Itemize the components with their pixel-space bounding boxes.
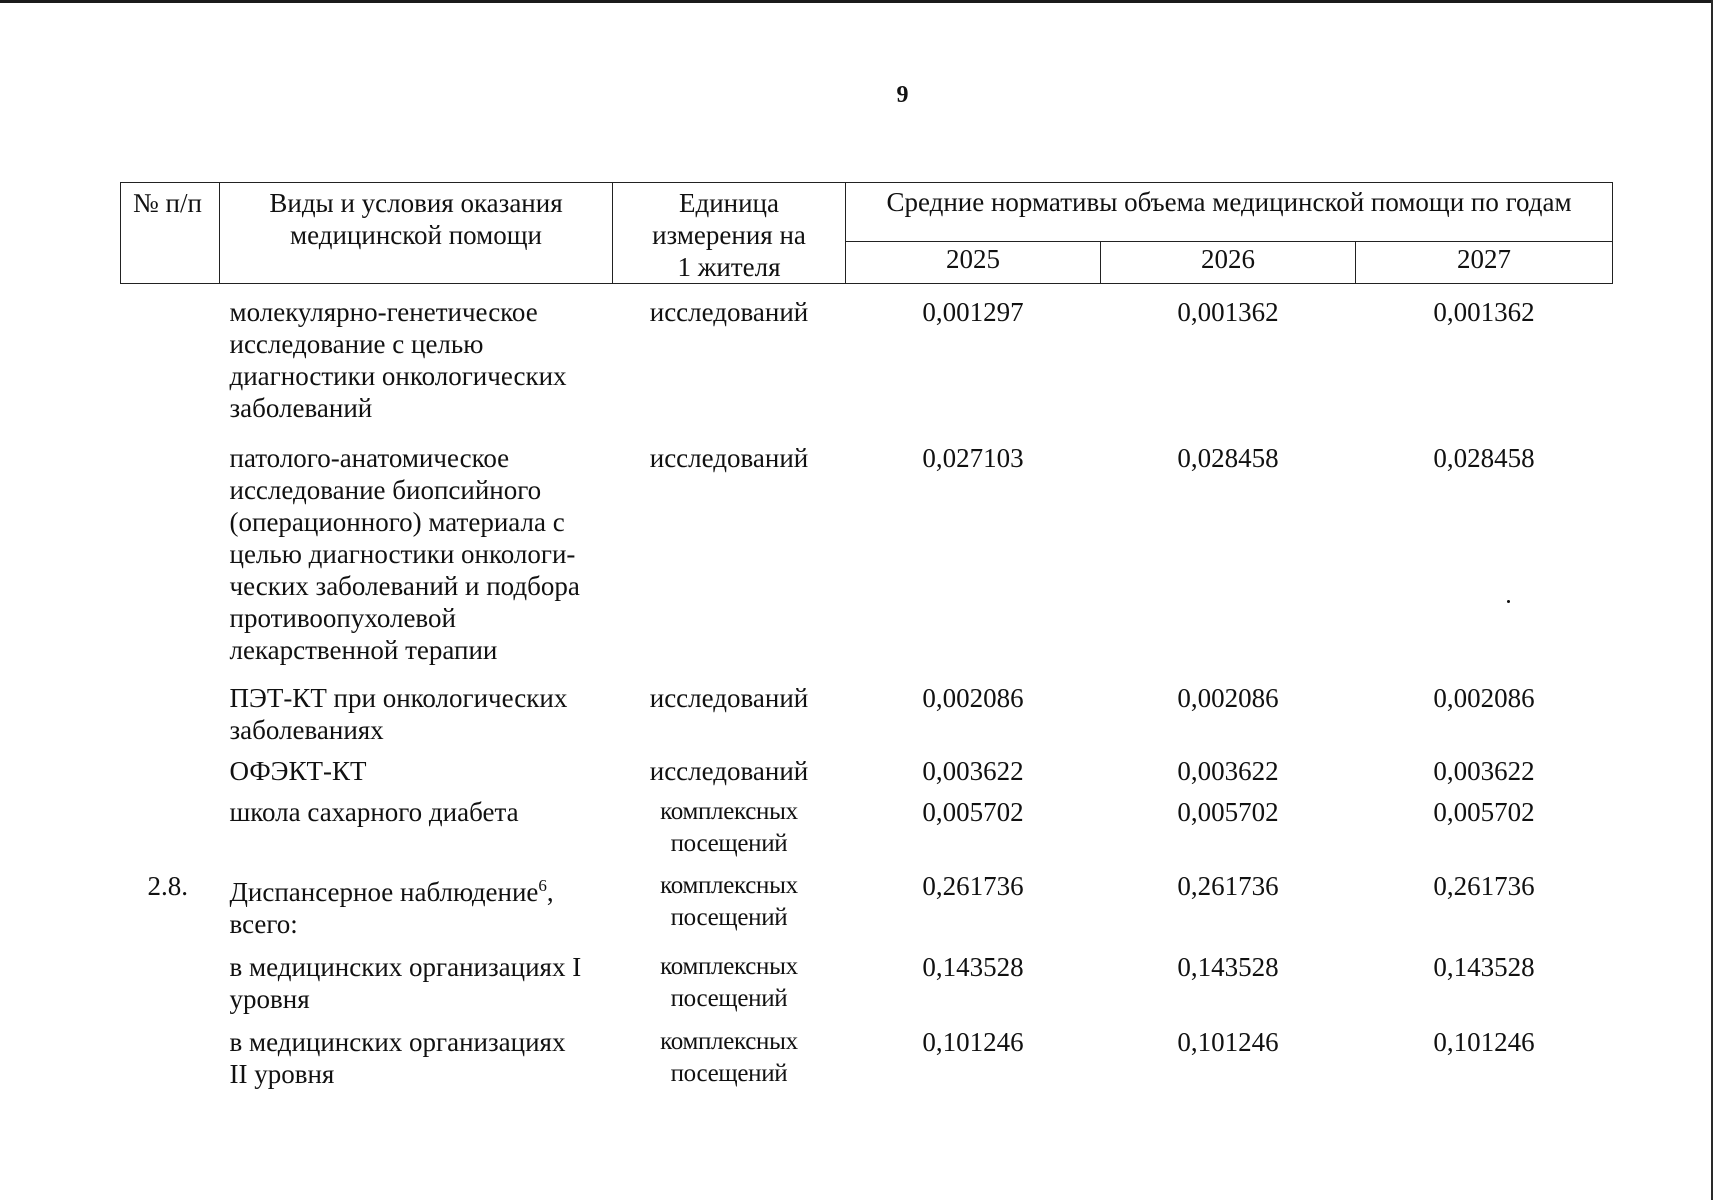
row-unit: исследований	[649, 297, 809, 327]
footnote-mark: 6	[538, 876, 547, 895]
value-2027: 0,143528	[1433, 952, 1535, 982]
row-unit-text: комплексных посещений	[660, 798, 798, 857]
row-type	[220, 424, 613, 666]
table-row	[121, 860, 1613, 940]
row-type	[220, 284, 613, 425]
value-2026: 0,003622	[1177, 756, 1279, 786]
table-row	[121, 1015, 1613, 1090]
header-norms: Средние нормативы объема медицинской помощи по годам	[846, 183, 1613, 242]
table-row	[121, 940, 1613, 1015]
row-number	[121, 746, 220, 787]
row-number	[121, 666, 220, 746]
row-type	[220, 666, 613, 746]
value-2025: 0,005702	[922, 797, 1024, 827]
row-type-main: Диспансерное наблюдение	[229, 877, 539, 907]
row-number	[121, 424, 220, 666]
row-number	[121, 940, 220, 1015]
table-row	[121, 284, 1613, 425]
row-type-text: ПЭТ-КТ при онкологических заболеваниях	[229, 683, 568, 745]
value-2026: 0,101246	[1177, 1027, 1279, 1057]
value-2027: 0,003622	[1433, 756, 1535, 786]
row-unit: исследований	[649, 683, 809, 713]
value-2027: 0,001362	[1433, 297, 1535, 327]
header-year-2026: 2026	[1101, 242, 1356, 284]
row-unit-text: комплексных посещений	[660, 953, 798, 1012]
row-type: школа сахарного диабета	[229, 797, 519, 827]
norms-table	[120, 182, 1613, 1090]
header-year-2027: 2027	[1356, 242, 1613, 284]
row-type-text: патолого-анатомическое исследование биопсийного (операционного) материала с целью диагностики онкологи-ческих заболеваний и подбора противоопухолевой лекарственной терапии	[229, 443, 580, 665]
row-type: ОФЭКТ-КТ	[229, 756, 367, 786]
header-unit-text: Единица измерения на 1 жителя	[652, 188, 806, 282]
value-2025: 0,003622	[922, 756, 1024, 786]
value-2026: 0,143528	[1177, 952, 1279, 982]
header-year-2025: 2025	[846, 242, 1101, 284]
table-row	[121, 424, 1613, 666]
value-2025: 0,261736	[922, 871, 1024, 901]
table-body	[121, 284, 1613, 1091]
value-2027: 0,005702	[1433, 797, 1535, 827]
value-2027: 0,002086	[1433, 683, 1535, 713]
row-type-text: молекулярно-генетическое исследование с целью диагностики онкологических заболеваний	[229, 297, 567, 423]
row-unit: исследований	[649, 443, 809, 473]
row-type	[220, 940, 613, 1015]
row-unit-text: комплексных посещений	[660, 872, 798, 931]
value-2026: 0,005702	[1177, 797, 1279, 827]
value-2026: 0,261736	[1177, 871, 1279, 901]
row-unit	[613, 940, 846, 1015]
scan-top-edge	[0, 0, 1713, 3]
row-type-text: в медицинских организациях II уровня	[229, 1027, 566, 1089]
row-type	[220, 860, 613, 940]
row-number	[121, 787, 220, 860]
value-2025: 0,027103	[922, 443, 1024, 473]
norms-table-container	[120, 182, 1612, 1090]
row-unit	[613, 1015, 846, 1090]
row-unit: исследований	[649, 756, 809, 786]
value-2025: 0,143528	[922, 952, 1024, 982]
table-row	[121, 666, 1613, 746]
value-2025: 0,002086	[922, 683, 1024, 713]
row-unit	[613, 860, 846, 940]
value-2027: 0,261736	[1433, 871, 1535, 901]
row-type-suffix: , всего:	[229, 877, 554, 939]
row-type-text	[230, 870, 560, 940]
table-row	[121, 746, 1613, 787]
value-2027: 0,101246	[1433, 1027, 1535, 1057]
header-number: № п/п	[121, 183, 220, 284]
row-unit	[613, 787, 846, 860]
value-2025: 0,001297	[922, 297, 1024, 327]
row-type	[220, 1015, 613, 1090]
value-2026: 0,028458	[1177, 443, 1279, 473]
value-2027: 0,028458	[1433, 443, 1535, 473]
value-2025: 0,101246	[922, 1027, 1024, 1057]
table-row	[121, 787, 1613, 860]
row-number	[121, 284, 220, 425]
row-type-text: в медицинских организациях I уровня	[229, 952, 582, 1014]
header-type-text: Виды и условия оказания медицинской помощи	[269, 188, 563, 250]
row-unit-text: комплексных посещений	[660, 1028, 798, 1087]
header-unit	[613, 183, 846, 284]
table-header	[121, 183, 1613, 284]
row-number: 2.8.	[147, 871, 188, 901]
value-2026: 0,001362	[1177, 297, 1279, 327]
scan-speck	[1507, 600, 1510, 603]
page-number: 9	[896, 82, 909, 108]
row-number	[121, 1015, 220, 1090]
value-2026: 0,002086	[1177, 683, 1279, 713]
header-type	[220, 183, 613, 284]
